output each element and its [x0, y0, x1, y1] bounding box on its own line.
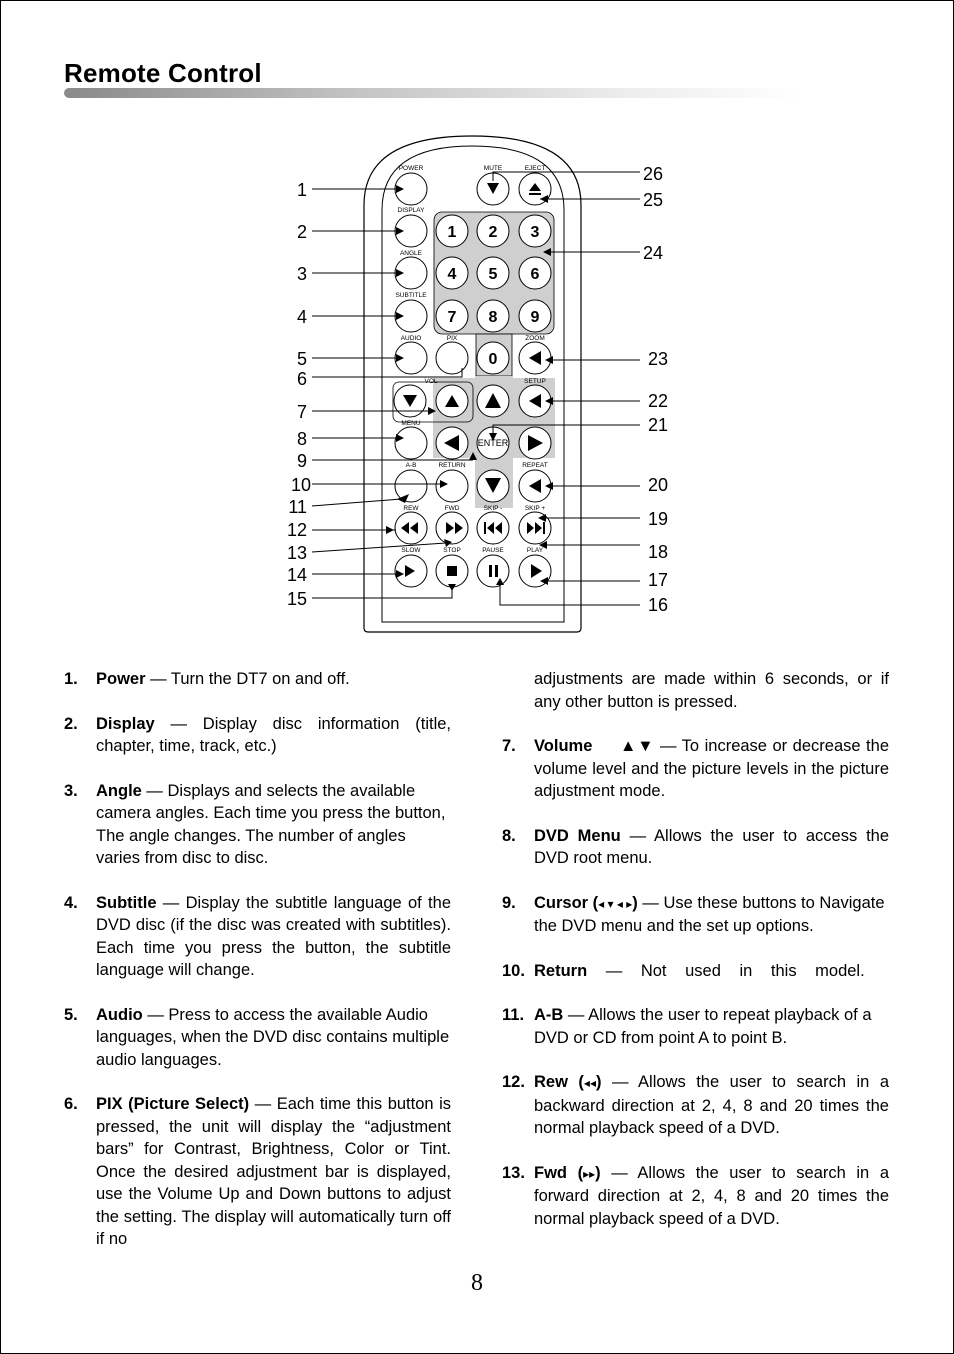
stop-label: STOP	[443, 547, 461, 554]
menu-button	[395, 427, 427, 459]
item-name: Rew (	[534, 1073, 584, 1091]
list-item-audio	[64, 1004, 451, 1072]
digit-6-label: 6	[530, 266, 540, 283]
callout-20: 20	[648, 475, 669, 495]
callout-9: 9	[296, 451, 307, 471]
item-text: — Not used in this model.	[587, 961, 865, 980]
angle-label: ANGLE	[399, 250, 423, 257]
item-number: 6.	[64, 1095, 78, 1113]
item-name: Fwd (	[534, 1163, 584, 1182]
item-number: 11.	[502, 1006, 525, 1024]
mute-label: MUTE	[483, 165, 503, 172]
page-title: Remote Control	[64, 58, 262, 88]
skip-minus-label: SKIP -	[483, 505, 503, 512]
list-item-ab	[502, 1004, 889, 1049]
item-name: Cursor (	[534, 893, 599, 912]
list-item-volume	[502, 735, 889, 803]
callout-1: 1	[296, 180, 307, 200]
item-name-end: )	[595, 1073, 602, 1091]
callout-25: 25	[643, 190, 664, 210]
list-item-return	[502, 960, 889, 983]
digit-1-label: 1	[447, 224, 457, 241]
item-text: — Allows the user to search in a backward direction at 2, 4, 8 and 20 times the normal playback speed of a DVD.	[534, 1073, 889, 1137]
callout-3: 3	[296, 264, 307, 284]
menu-label: MENU	[401, 420, 421, 427]
digit-8-label: 8	[488, 309, 498, 326]
item-name: Audio	[96, 1005, 143, 1024]
pix-button	[436, 342, 468, 374]
volume-arrows-icon: ▲▼	[619, 737, 655, 755]
callout-5: 5	[296, 349, 307, 369]
list-item-rew	[502, 1071, 889, 1140]
callout-2: 2	[296, 222, 307, 242]
item-name: A-B	[534, 1006, 564, 1024]
enter-label: ENTER	[477, 438, 509, 448]
digit-9-label: 9	[530, 309, 540, 326]
stop-icon	[447, 566, 457, 576]
callout-17: 17	[648, 570, 669, 590]
digit-2-label: 2	[488, 224, 498, 241]
item-text: — Allows the user to access the DVD root menu.	[534, 826, 890, 867]
callout-23: 23	[648, 349, 669, 369]
item-name-end: )	[632, 893, 638, 912]
item-name: Return	[534, 961, 588, 980]
item-number: 12.	[502, 1073, 525, 1091]
callout-8: 8	[296, 429, 307, 449]
item-6-continued: adjustments are made within 6 seconds, or if any other button is pressed.	[534, 670, 889, 711]
play-label: PLAY	[526, 547, 544, 554]
item-number: 9.	[502, 893, 516, 912]
callout-7: 7	[296, 402, 307, 422]
item-number: 3.	[64, 781, 78, 800]
list-item-subtitle	[64, 892, 451, 982]
callout-6: 6	[296, 369, 307, 389]
item-text: — Displays and selects the available camera angles. Each time you press the button, The angle changes. The number of angles varies from disc to disc.	[96, 781, 446, 867]
item-name: PIX (Picture Select)	[96, 1095, 250, 1113]
ab-button	[395, 470, 427, 502]
list-item-display	[64, 713, 451, 758]
item-name: Angle	[96, 781, 142, 800]
left-column	[64, 668, 451, 1273]
digit-4-label: 4	[447, 266, 457, 283]
callout-4: 4	[296, 307, 307, 327]
setup-label: SETUP	[524, 378, 546, 385]
remote-control-diagram	[0, 0, 954, 650]
item-text: — Each time this button is pressed, the unit will display the “adjustment bars” for Contrast, Brightness, Color or Tint. Once the desired adjustment bar is displayed, use the Volume Up and Down buttons to adjust the setting. The display will automatically turn off if no	[96, 1095, 451, 1248]
callout-15: 15	[286, 589, 307, 609]
callout-22: 22	[648, 391, 669, 411]
item-text: — Allows the user to repeat playback of a DVD or CD from point A to point B.	[534, 1006, 872, 1047]
item-text: — To increase or decrease the volume level and the picture levels in the picture adjustment mode.	[534, 737, 889, 800]
digit-0-label: 0	[488, 351, 498, 368]
callout-10: 10	[290, 475, 311, 495]
callout-16: 16	[648, 595, 669, 615]
pause-label: PAUSE	[482, 547, 504, 554]
fwd-icon: ▸▸	[583, 1166, 596, 1181]
cursor-arrows-icon: ◂ ▾ ◂ ▸	[598, 896, 633, 911]
repeat-label: REPEAT	[522, 462, 548, 469]
zoom-label: ZOOM	[525, 335, 545, 342]
item-number: 8.	[502, 826, 516, 845]
pause-button	[477, 555, 509, 587]
item-text: — Turn the DT7 on and off.	[145, 670, 350, 688]
item-number: 5.	[64, 1005, 78, 1024]
item-name-end: )	[595, 1163, 601, 1182]
item-number: 2.	[64, 714, 78, 733]
callout-12: 12	[286, 520, 307, 540]
skip-plus-label: SKIP +	[524, 505, 546, 512]
slow-label: SLOW	[401, 547, 421, 554]
item-name: Subtitle	[96, 893, 157, 912]
callout-11: 11	[288, 497, 307, 517]
item-text: — Display the subtitle language of the DVD disc (if the disc was created with subtitles). Each time you press the button, the subtitle language will change.	[96, 893, 451, 979]
item-number: 13.	[502, 1163, 525, 1182]
item-name: Display	[96, 714, 155, 733]
item-name: Power	[96, 670, 146, 688]
item-number: 4.	[64, 893, 78, 912]
display-label: DISPLAY	[397, 207, 425, 214]
rew-icon: ◂◂	[583, 1076, 596, 1090]
fwd-label: FWD	[444, 505, 460, 512]
subtitle-label: SUBTITLE	[395, 292, 427, 299]
item-number: 7.	[502, 737, 516, 755]
page-number: 8	[471, 1270, 483, 1296]
callout-19: 19	[648, 509, 669, 529]
item-name: Volume	[534, 737, 593, 755]
item-text: — Use these buttons to Navigate the DVD menu and the set up options.	[534, 893, 885, 935]
item-text: — Allows the user to search in a forward direction at 2, 4, 8 and 20 times the normal playback speed of a DVD.	[534, 1163, 890, 1228]
callout-26: 26	[643, 164, 664, 184]
right-column	[502, 668, 889, 1252]
rew-label: REW	[403, 505, 419, 512]
pix-label: PIX	[446, 335, 458, 342]
item-name: DVD Menu	[534, 826, 621, 845]
list-item-power	[64, 668, 451, 691]
digit-5-label: 5	[488, 266, 498, 283]
list-item-pix	[64, 1093, 451, 1251]
list-item-fwd	[502, 1162, 889, 1231]
callout-18: 18	[648, 542, 669, 562]
return-label: RETURN	[438, 462, 466, 469]
eject-label: EJECT	[524, 165, 546, 172]
ab-label: A-B	[405, 462, 417, 469]
list-item-cursor	[502, 892, 889, 938]
audio-label: AUDIO	[400, 335, 422, 342]
callout-24: 24	[643, 243, 664, 263]
item-text: — Display disc information (title, chapter, time, track, etc.)	[96, 714, 451, 755]
power-label: POWER	[398, 165, 424, 172]
item-number: 1.	[64, 670, 78, 688]
callout-21: 21	[648, 415, 669, 435]
digit-3-label: 3	[530, 224, 540, 241]
list-item-angle	[64, 780, 451, 870]
item-number: 10.	[502, 961, 525, 980]
list-item-dvd-menu	[502, 825, 889, 870]
vol-label: VOL	[424, 378, 438, 385]
digit-7-label: 7	[447, 309, 457, 326]
callout-13: 13	[286, 543, 307, 563]
item-text: — Press to access the available Audio languages, when the DVD disc contains multiple audio languages.	[96, 1005, 450, 1069]
callout-14: 14	[286, 565, 307, 585]
